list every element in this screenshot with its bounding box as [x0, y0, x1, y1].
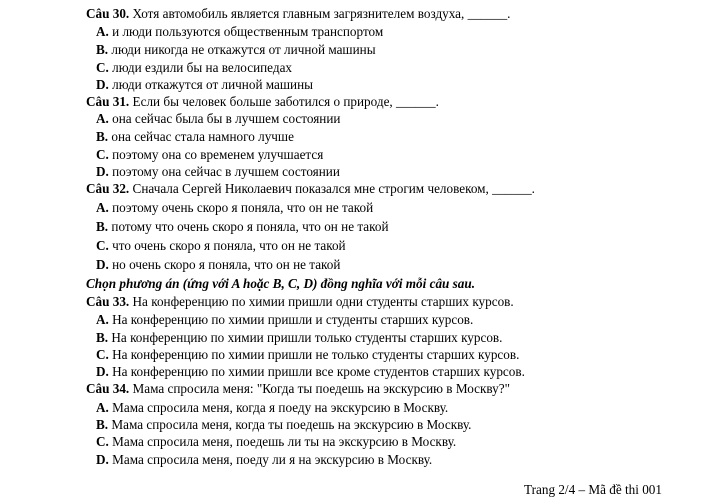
option-31-a: A. она сейчас была бы в лучшем состоянии [96, 111, 341, 126]
option-30-b: B. люди никогда не откажутся от личной машины [96, 42, 376, 57]
section-instruction: Chọn phương án (ứng với A hoặc B, C, D) đồng nghĩa với mỗi câu sau. [86, 276, 476, 291]
question-34 [86, 381, 510, 397]
option-31-b: B. она сейчас стала намного лучше [96, 129, 294, 144]
option-32-b: B. потому что очень скоро я поняла, что он не такой [96, 219, 389, 234]
option-34-a: A. Мама спросила меня, когда я поеду на экскурсию в Москву. [96, 400, 449, 415]
option-33-a: A. На конференцию по химии пришли и студенты старших курсов. [96, 312, 474, 327]
page-footer: Trang 2/4 – Mã đề thi 001 [524, 482, 662, 497]
question-33 [86, 294, 514, 310]
option-31-d: D. поэтому она сейчас в лучшем состоянии [96, 164, 340, 179]
question-30 [86, 6, 510, 22]
option-33-c: C. На конференцию по химии пришли не только студенты старших курсов. [96, 347, 520, 362]
question-number: Câu 31. [86, 94, 130, 109]
option-30-c: C. люди ездили бы на велосипедах [96, 60, 293, 75]
option-31-c: C. поэтому она со временем улучшается [96, 147, 324, 162]
question-number: Câu 33. [86, 294, 130, 309]
option-30-d: D. люди откажутся от личной машины [96, 77, 314, 92]
option-34-d: D. Мама спросила меня, поеду ли я на экскурсию в Москву. [96, 452, 433, 467]
option-32-d: D. но очень скоро я поняла, что он не такой [96, 257, 341, 272]
option-34-c: C. Мама спросила меня, поедешь ли ты на экскурсию в Москву. [96, 434, 457, 449]
question-number: Câu 34. [86, 381, 130, 396]
option-33-b: B. На конференцию по химии пришли только студенты старших курсов. [96, 330, 503, 345]
option-33-d: D. На конференцию по химии пришли все кроме студентов старших курсов. [96, 364, 525, 379]
question-text: Хотя автомобиль является главным загрязнителем воздуха, ______. [132, 6, 511, 21]
option-32-c: C. что очень скоро я поняла, что он не такой [96, 238, 346, 253]
option-34-b: B. Мама спросила меня, когда ты поедешь на экскурсию в Москву. [96, 417, 472, 432]
question-text: На конференцию по химии пришли одни студенты старших курсов. [132, 294, 514, 309]
question-32 [86, 181, 535, 197]
question-text: Если бы человек больше заботился о природе, ______. [132, 94, 439, 109]
option-32-a: A. поэтому очень скоро я поняла, что он не такой [96, 200, 374, 215]
option-30-a: A. и люди пользуются общественным транспортом [96, 24, 384, 39]
question-text: Мама спросила меня: "Когда ты поедешь на экскурсию в Москву?" [132, 381, 511, 396]
question-text: Сначала Сергей Николаевич показался мне строгим человеком, ______. [132, 181, 535, 196]
question-number: Câu 32. [86, 181, 130, 196]
question-number: Câu 30. [86, 6, 130, 21]
question-31 [86, 94, 439, 110]
